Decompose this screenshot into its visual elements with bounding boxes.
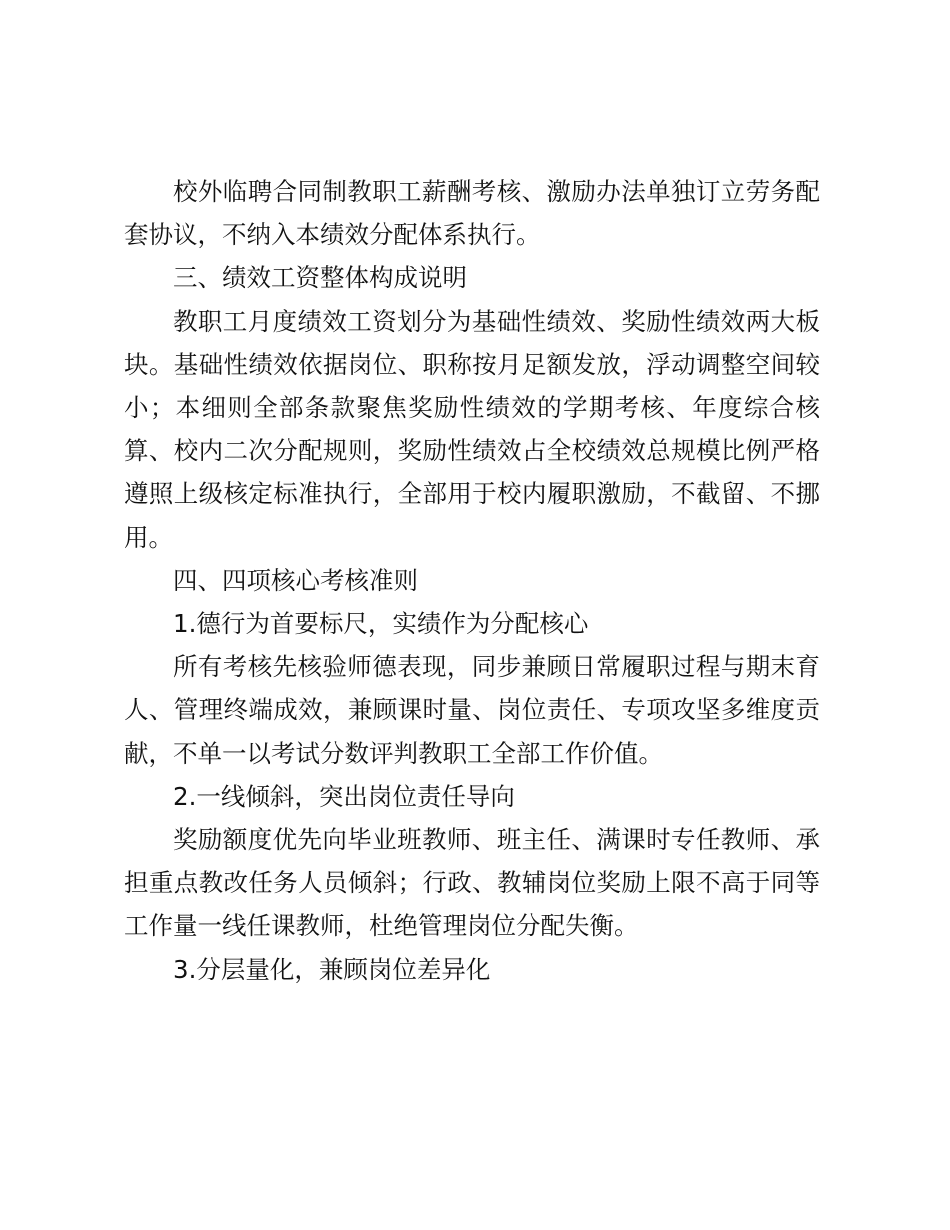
section-heading-3: 三、绩效工资整体构成说明 [173, 263, 467, 293]
subheading-1: 1.德行为首要标尺，实绩作为分配核心 [173, 609, 589, 639]
paragraph-contract-staff: 校外临聘合同制教职工薪酬考核、激励办法单独订立劳务配套协议，不纳入本绩效分配体系执行。 [124, 177, 820, 250]
paragraph-frontline-priority: 奖励额度优先向毕业班教师、班主任、满课时专任教师、承担重点教改任务人员倾斜；行政、教辅岗位奖励上限不高于同等工作量一线任课教师，杜绝管理岗位分配失衡。 [124, 825, 820, 941]
subheading-3: 3.分层量化，兼顾岗位差异化 [173, 954, 491, 984]
paragraph-salary-structure: 教职工月度绩效工资划分为基础性绩效、奖励性绩效两大板块。基础性绩效依据岗位、职称按月足额发放，浮动调整空间较小；本细则全部条款聚焦奖励性绩效的学期考核、年度综合核算、校内二次分配规则，奖励性绩效占全校绩效总规模比例严格遵照上级核定标准执行，全部用于校内履职激励，不截留、不挪用。 [124, 306, 820, 552]
subheading-2: 2.一线倾斜，突出岗位责任导向 [173, 781, 515, 811]
paragraph-ethics-first: 所有考核先核验师德表现，同步兼顾日常履职过程与期末育人、管理终端成效，兼顾课时量、岗位责任、专项攻坚多维度贡献，不单一以考试分数评判教职工全部工作价值。 [124, 652, 820, 768]
section-heading-4: 四、四项核心考核准则 [173, 565, 418, 595]
document-body [124, 170, 820, 991]
